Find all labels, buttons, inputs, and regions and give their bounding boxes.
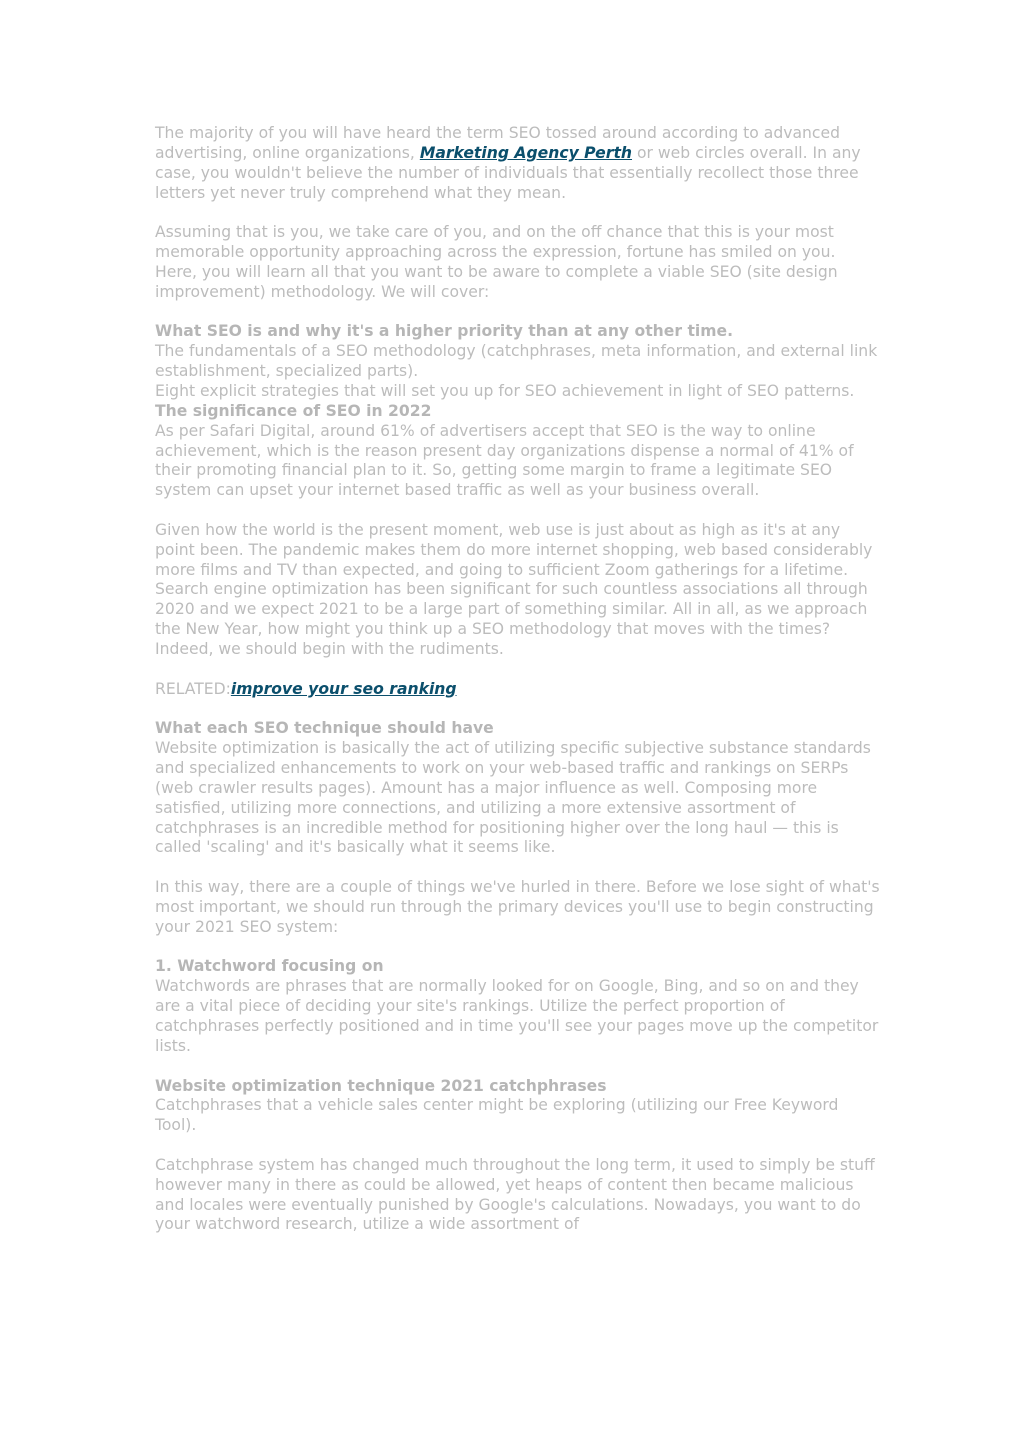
related-prefix: RELATED: [155, 679, 231, 698]
intro-text-after: or web circles overall. In any case, you wouldn't believe the number of individuals that essentially recollect those three letters yet never truly comprehend what they mean. [155, 143, 861, 202]
section-heading-watchword: 1. Watchword focusing on [155, 957, 384, 976]
vehicle-sales-paragraph: Catchphrases that a vehicle sales center might be exploring (utilizing our Free Keyword Tool). [155, 1096, 839, 1135]
safari-digital-paragraph: As per Safari Digital, around 61% of advertisers accept that SEO is the way to online achievement, which is the reason present day organizations dispense a normal of 41% of their promoting financial plan to it. So, getting some margin to frame a legitimate SEO system can upset your internet based traffic as well as your business overall. [155, 421, 854, 500]
section-heading-what-seo: What SEO is and why it's a higher priority than at any other time. [155, 322, 734, 341]
list-item-fundamentals: The fundamentals of a SEO methodology (catchphrases, meta information, and external link establishment, specialized parts). [155, 342, 878, 381]
list-item-strategies: Eight explicit strategies that will set you up for SEO achievement in light of SEO patterns. [155, 381, 855, 400]
marketing-agency-perth-link[interactable]: Marketing Agency Perth [419, 143, 633, 162]
assumption-paragraph: Assuming that is you, we take care of you, and on the off chance that this is your most memorable opportunity approaching across the expression, fortune has smiled on you. Here, you will learn all that you want to be aware to complete a viable SEO (site design improvement) methodology. We will cover: [155, 223, 838, 301]
section-heading-significance: The significance of SEO in 2022 [155, 401, 432, 420]
section-heading-catchphrases: Website optimization technique 2021 catchphrases [155, 1076, 607, 1095]
optimization-paragraph: Website optimization is basically the act of utilizing specific subjective substance standards and specialized enhancements to work on your web-based traffic and rankings on SERPs (web crawler results pages). Amount has a major influence as well. Composing more satisfied, utilizing more connections, and utilizing a more extensive assortment of catchphrases is an incredible method for positioning higher over the long haul — this is called 'scaling' and it's basically what it seems like. [155, 739, 871, 857]
intro-text-before: The majority of you will have heard the term SEO tossed around according to advanced advertising, online organizations, [155, 124, 840, 162]
related-line [155, 680, 880, 700]
world-paragraph: Given how the world is the present moment, web use is just about as high as it's at any point been. The pandemic makes them do more internet shopping, web based considerably more films and TV than expected, and going to sufficient Zoom gatherings for a lifetime. Search engine optimization has been significant for such countless associations all through 2020 and we expect 2021 to be a large part of something similar. All in all, as we approach the New Year, how might you think up a SEO methodology that moves with the times? Indeed, we should begin with the rudiments. [155, 520, 873, 658]
intro-paragraph [155, 124, 880, 203]
devices-paragraph: In this way, there are a couple of things we've hurled in there. Before we lose sight of what's most important, we should run through the primary devices you'll use to begin constructing your 2021 SEO system: [155, 878, 880, 936]
document-body [155, 124, 880, 1235]
section-heading-technique: What each SEO technique should have [155, 719, 494, 738]
catchphrase-system-paragraph: Catchphrase system has changed much throughout the long term, it used to simply be stuff however many in there as could be allowed, yet heaps of content then became malicious and locales were eventually punished by Google's calculations. Nowadays, you want to do your watchword research, utilize a wide assortment of [155, 1155, 875, 1234]
watchwords-paragraph: Watchwords are phrases that are normally looked for on Google, Bing, and so on and they are a vital piece of deciding your site's rankings. Utilize the perfect proportion of catchphrases perfectly positioned and in time you'll see your pages move up the competitor lists. [155, 977, 879, 1055]
improve-seo-ranking-link[interactable]: improve your seo ranking [230, 679, 457, 698]
